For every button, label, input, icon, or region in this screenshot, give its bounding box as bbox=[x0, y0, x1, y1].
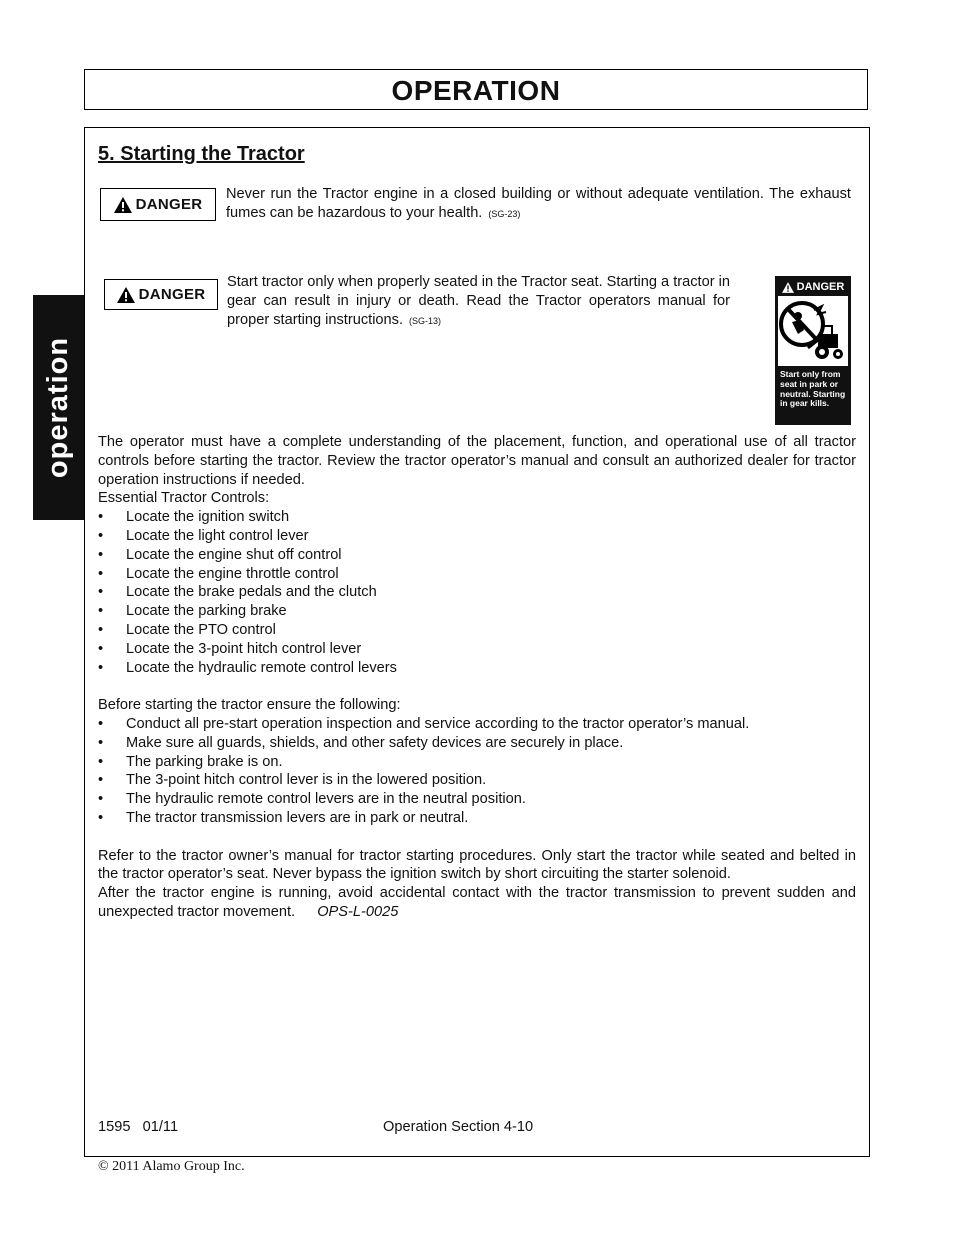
list-item: • Locate the engine throttle control bbox=[98, 565, 856, 584]
safety-decal bbox=[775, 276, 851, 425]
danger-label bbox=[104, 279, 218, 310]
list-item: • Locate the parking brake bbox=[98, 602, 856, 621]
before-heading: Before starting the tractor ensure the following: bbox=[98, 697, 401, 714]
page-header bbox=[84, 69, 868, 110]
side-tab-label: operation bbox=[42, 336, 74, 479]
list-item: • Locate the 3-point hitch control lever bbox=[98, 640, 856, 659]
footer-section: Operation Section 4-10 bbox=[383, 1119, 534, 1135]
decal-header-text: DANGER bbox=[796, 281, 845, 293]
danger-label-text: DANGER bbox=[138, 286, 206, 303]
list-item: • Locate the ignition switch bbox=[98, 508, 856, 527]
controls-list bbox=[98, 508, 856, 677]
list-item: • Locate the PTO control bbox=[98, 621, 856, 640]
list-item: • Locate the brake pedals and the clutch bbox=[98, 583, 856, 602]
warning-triangle-icon bbox=[114, 197, 132, 213]
warning-message: Never run the Tractor engine in a closed building or without adequate ventilation. The exhaust fumes can be hazardous to your health. bbox=[226, 186, 851, 221]
warning-code: (SG-13) bbox=[409, 316, 442, 326]
warning-triangle-icon bbox=[782, 282, 794, 293]
list-item: • Locate the engine shut off control bbox=[98, 546, 856, 565]
list-item: • Locate the hydraulic remote control levers bbox=[98, 659, 856, 678]
warning-triangle-icon bbox=[117, 287, 135, 303]
after-text: After the tractor engine is running, avoid accidental contact with the tractor transmission to prevent sudden and unexpected tractor movement. bbox=[98, 885, 856, 920]
footer-model-date: 1595 01/11 bbox=[98, 1119, 179, 1135]
list-item: • The tractor transmission levers are in park or neutral. bbox=[98, 809, 856, 828]
danger-label bbox=[100, 188, 216, 221]
list-item: • Locate the light control lever bbox=[98, 527, 856, 546]
side-tab bbox=[33, 295, 84, 520]
controls-heading: Essential Tractor Controls: bbox=[98, 490, 270, 507]
warning-code: (SG-23) bbox=[488, 209, 521, 219]
intro-paragraph: The operator must have a complete understanding of the placement, function, and operational use of all tractor controls before starting the tractor. Review the tractor operator’s manual and consult an authorized dealer for tractor operation instructions if needed. bbox=[98, 434, 856, 488]
list-item: • Make sure all guards, shields, and other safety devices are securely in place. bbox=[98, 734, 856, 753]
warning-text bbox=[226, 185, 851, 224]
page-title: OPERATION bbox=[391, 75, 561, 106]
list-item: • Conduct all pre-start operation inspection and service according to the tractor operator’s manual. bbox=[98, 715, 856, 734]
decal-text: Start only from seat in park or neutral. Starting in gear kills. bbox=[780, 369, 846, 409]
warning-message: Start tractor only when properly seated in the Tractor seat. Starting a tractor in gear can result in injury or death. Read the Tractor operators manual for proper starting instructions. bbox=[227, 274, 730, 328]
copyright: © 2011 Alamo Group Inc. bbox=[98, 1159, 245, 1174]
before-list bbox=[98, 715, 856, 828]
body-content bbox=[98, 433, 856, 922]
refer-paragraph: Refer to the tractor owner’s manual for tractor starting procedures. Only start the tractor while seated and belted in the tractor operator’s seat. Never bypass the ignition switch by short circuiting the starter solenoid. bbox=[98, 847, 856, 883]
list-item: • The hydraulic remote control levers are in the neutral position. bbox=[98, 790, 856, 809]
list-item: • The parking brake is on. bbox=[98, 753, 856, 772]
warning-text bbox=[227, 273, 730, 331]
decal-header bbox=[775, 278, 851, 296]
procedure-code: OPS-L-0025 bbox=[317, 903, 399, 920]
list-item: • The 3-point hitch control lever is in the lowered position. bbox=[98, 771, 856, 790]
no-start-tractor-icon bbox=[778, 296, 848, 366]
danger-label-text: DANGER bbox=[135, 196, 203, 213]
after-paragraph bbox=[98, 884, 856, 922]
section-title: 5. Starting the Tractor bbox=[98, 143, 305, 165]
